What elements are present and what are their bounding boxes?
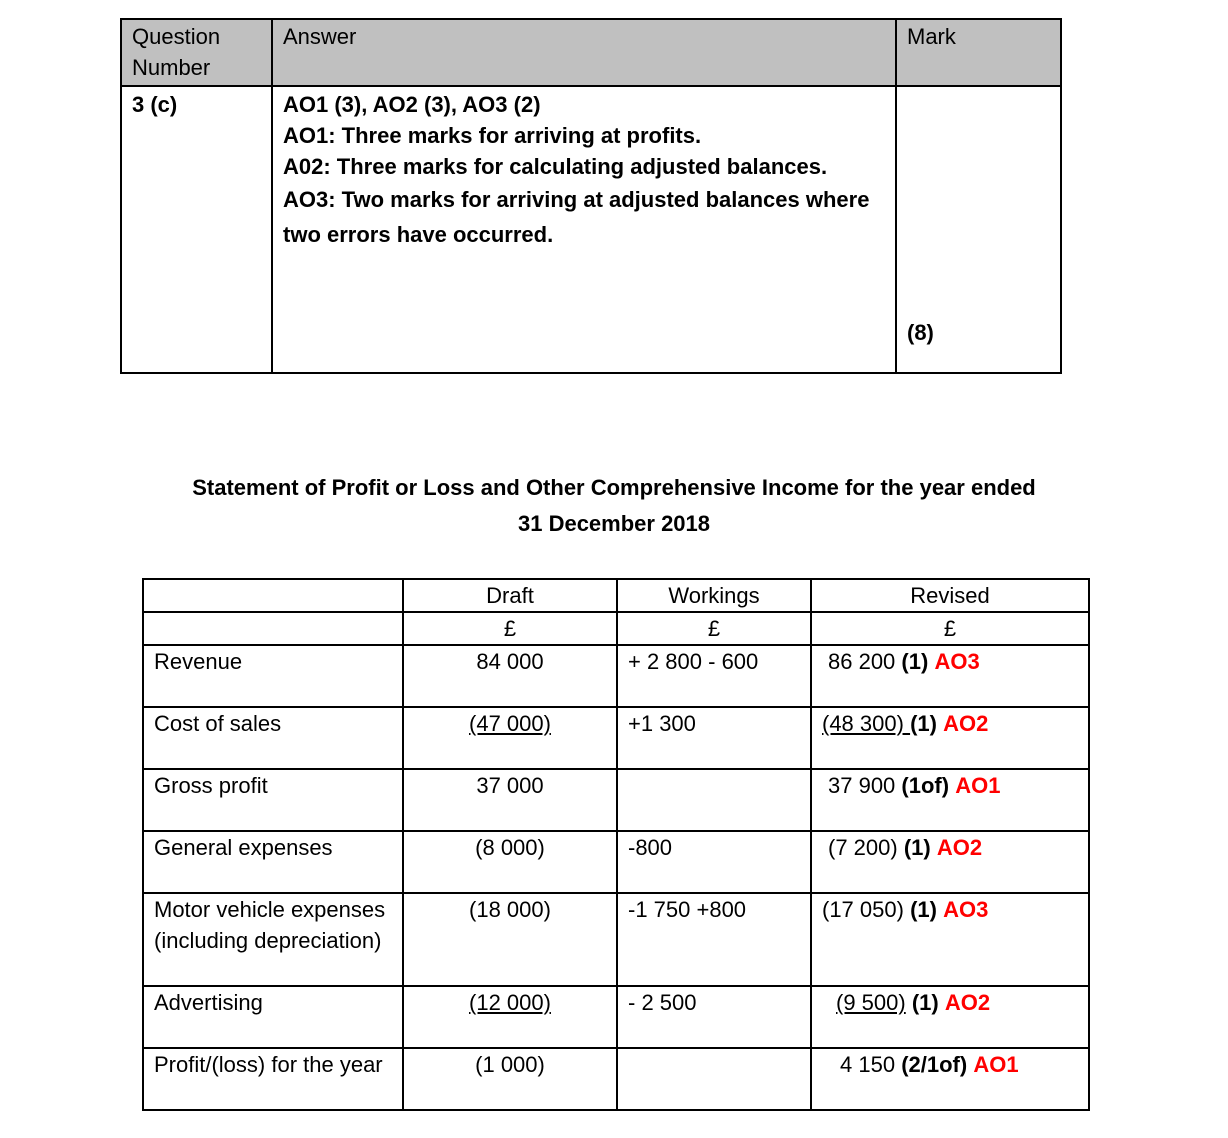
- mark-award: (1): [903, 835, 931, 860]
- currency-row: [143, 612, 1089, 645]
- currency-draft: £: [403, 612, 617, 645]
- mark-value: (8): [907, 320, 934, 345]
- row-label-text: General expenses: [154, 835, 333, 860]
- table-row: [143, 1048, 1089, 1110]
- header-workings: Workings: [617, 579, 811, 612]
- assessment-objective: AO3: [934, 649, 980, 674]
- header-draft: Draft: [403, 579, 617, 612]
- draft-value-text: (47 000): [469, 711, 551, 736]
- table-row: [143, 645, 1089, 707]
- statement-title: [100, 470, 1128, 542]
- workings-value-text: -1 750 +800: [628, 897, 747, 922]
- draft-value: [403, 1048, 617, 1110]
- workings-value: [617, 1048, 811, 1110]
- workings-value: [617, 893, 811, 986]
- row-label: [143, 986, 403, 1048]
- mark-award: (2/1of): [901, 1052, 968, 1077]
- workings-value: [617, 769, 811, 831]
- revised-value-text: 4 150: [840, 1052, 896, 1077]
- answer-line: AO1 (3), AO2 (3), AO3 (2): [283, 92, 541, 117]
- title-line-1: Statement of Profit or Loss and Other Comprehensive Income for the year ended: [192, 475, 1036, 500]
- draft-value: [403, 645, 617, 707]
- revised-value: [811, 645, 1089, 707]
- draft-value-text: (12 000): [469, 990, 551, 1015]
- mark-award: (1): [911, 990, 939, 1015]
- table-row: [143, 769, 1089, 831]
- table-row: [143, 893, 1089, 986]
- draft-value: [403, 707, 617, 769]
- assessment-objective: AO2: [936, 835, 983, 860]
- currency-workings: £: [617, 612, 811, 645]
- row-label: [143, 769, 403, 831]
- row-label-text: Profit/(loss) for the year: [154, 1052, 383, 1077]
- revised-value: [811, 893, 1089, 986]
- row-label-text: Cost of sales: [154, 711, 282, 736]
- draft-value: [403, 769, 617, 831]
- mark-cell: [896, 86, 1061, 373]
- header-answer: Answer: [272, 19, 896, 86]
- assessment-objective: AO1: [973, 1052, 1019, 1077]
- assessment-objective: AO2: [943, 711, 989, 736]
- currency-revised: £: [811, 612, 1089, 645]
- row-label-text: Gross profit: [154, 773, 268, 798]
- revised-value-text: (9 500): [836, 990, 906, 1015]
- assessment-objective: AO2: [944, 990, 991, 1015]
- header-row: [121, 19, 1061, 86]
- draft-value-text: (8 000): [475, 835, 545, 860]
- revised-value-text: 86 200: [828, 649, 896, 674]
- header-revised: Revised: [811, 579, 1089, 612]
- draft-value-text: 84 000: [476, 649, 544, 674]
- revised-value-text: (7 200): [828, 835, 898, 860]
- row-label: [143, 707, 403, 769]
- draft-value: [403, 831, 617, 893]
- row-label: [143, 893, 403, 986]
- revised-value: [811, 707, 1089, 769]
- revised-value-text: 37 900: [828, 773, 896, 798]
- header-blank: [143, 579, 403, 612]
- revised-value: [811, 1048, 1089, 1110]
- row-label-text: Advertising: [154, 990, 263, 1015]
- draft-value-text: (18 000): [469, 897, 551, 922]
- row-label-text: Motor vehicle expenses (including depreciation): [154, 897, 386, 953]
- answer-text: [272, 86, 896, 373]
- statement-table: [142, 578, 1090, 1111]
- table-row: [143, 831, 1089, 893]
- workings-value-text: - 2 500: [628, 990, 697, 1015]
- row-label: [143, 1048, 403, 1110]
- draft-value-text: (1 000): [475, 1052, 545, 1077]
- table-row: [143, 707, 1089, 769]
- workings-value-text: -800: [628, 835, 673, 860]
- title-line-2: 31 December 2018: [517, 511, 711, 536]
- draft-value: [403, 893, 617, 986]
- mark-award: (1of): [901, 773, 950, 798]
- workings-value: [617, 831, 811, 893]
- revised-value-text: (48 300): [822, 711, 911, 736]
- row-label: [143, 645, 403, 707]
- revised-value: [811, 831, 1089, 893]
- currency-blank: [143, 612, 403, 645]
- workings-value: [617, 986, 811, 1048]
- answer-line: A02: Three marks for calculating adjusted balances.: [283, 154, 828, 179]
- assessment-objective: AO1: [955, 773, 1001, 798]
- question-number: 3 (c): [121, 86, 272, 373]
- row-label: [143, 831, 403, 893]
- draft-value-text: 37 000: [476, 773, 544, 798]
- answer-line: AO3: Two marks for arriving at adjusted balances where two errors have occurred.: [283, 187, 870, 247]
- mark-award: (1): [910, 711, 937, 736]
- revised-value-text: (17 050): [822, 897, 904, 922]
- header-question-number: Question Number: [121, 19, 272, 86]
- workings-value-text: +1 300: [628, 711, 696, 736]
- workings-value-text: + 2 800 - 600: [628, 649, 759, 674]
- mark-award: (1): [910, 897, 937, 922]
- marking-table: [120, 18, 1062, 374]
- workings-value: [617, 645, 811, 707]
- assessment-objective: AO3: [943, 897, 989, 922]
- mark-award: (1): [901, 649, 929, 674]
- header-mark: Mark: [896, 19, 1061, 86]
- revised-value: [811, 769, 1089, 831]
- row-label-text: Revenue: [154, 649, 243, 674]
- revised-value: [811, 986, 1089, 1048]
- draft-value: [403, 986, 617, 1048]
- answer-line: AO1: Three marks for arriving at profits.: [283, 123, 702, 148]
- table-row: [143, 986, 1089, 1048]
- workings-value: [617, 707, 811, 769]
- column-header-row: [143, 579, 1089, 612]
- answer-row: [121, 86, 1061, 373]
